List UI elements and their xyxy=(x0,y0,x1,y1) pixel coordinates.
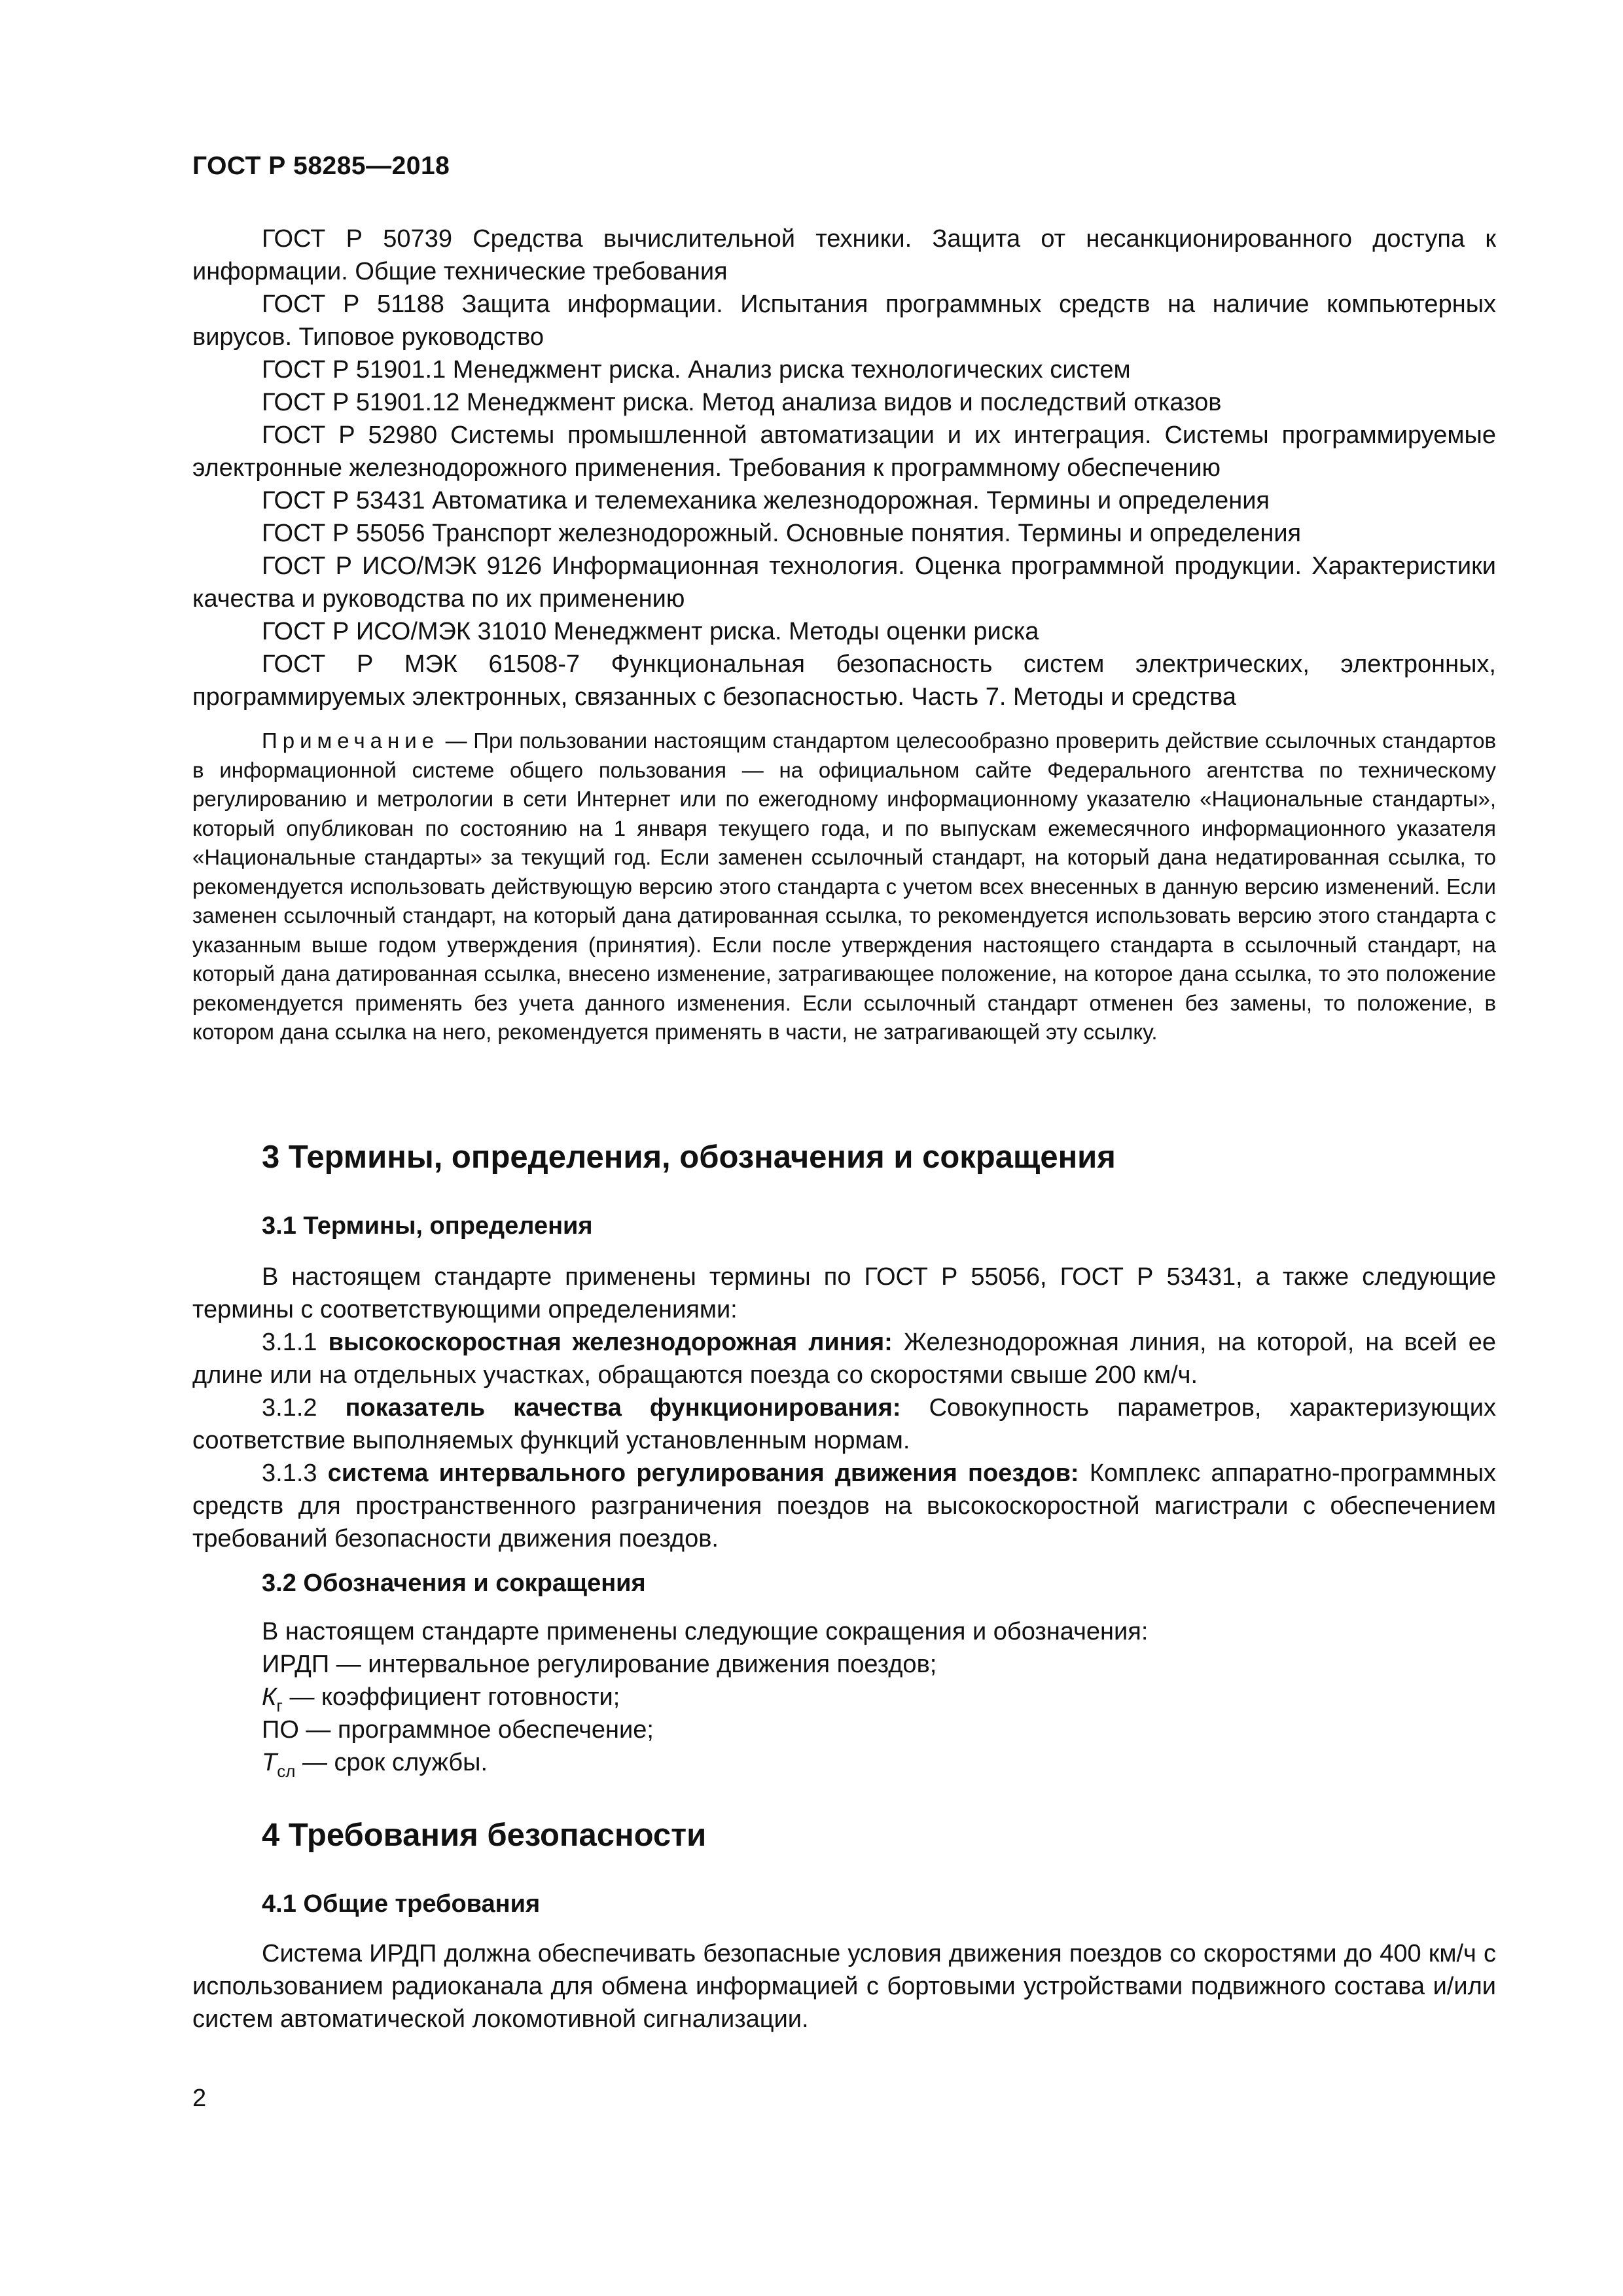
abbr-symbol: ИРДП xyxy=(262,1651,330,1678)
reference-item: ГОСТ Р 50739 Средства вычислительной техники. Защита от несанкционированного доступа к информации. Общие технические требования xyxy=(192,225,1496,285)
term-number: 3.1.1 xyxy=(262,1329,317,1356)
subsection-3-1-intro: В настоящем стандарте применены термины по ГОСТ Р 55056, ГОСТ Р 53431, а также следующие термины с соответствующими определениями: xyxy=(192,1263,1496,1323)
reference-item: ГОСТ Р 51188 Защита информации. Испытания программных средств на наличие компьютерных вирусов. Типовое руководство xyxy=(192,291,1496,351)
term-def: Совокупность параметров, характеризующих соответствие выполняемых функций установленным нормам. xyxy=(192,1394,1496,1454)
abbr-text: — интервальное регулирование движения поездов; xyxy=(329,1651,937,1678)
subsection-3-2-title: 3.2 Обозначения и сокращения xyxy=(262,1570,646,1597)
abbr-symbol: К xyxy=(262,1683,277,1711)
reference-item: ГОСТ Р МЭК 61508-7 Функциональная безопасность систем электрических, электронных, программируемых электронных, связанных с безопасностью. Часть 7. Методы и средства xyxy=(192,651,1496,711)
abbr-text: — коэффициент готовности; xyxy=(282,1683,620,1711)
reference-item: ГОСТ Р 51901.12 Менеджмент риска. Метод анализа видов и последствий отказов xyxy=(262,389,1222,416)
document-header: ГОСТ Р 58285—2018 xyxy=(192,152,450,180)
abbr-text: — программное обеспечение; xyxy=(298,1716,654,1744)
abbr-symbol: ПО xyxy=(262,1716,299,1744)
abbr-text: — срок службы. xyxy=(295,1749,488,1776)
reference-item: ГОСТ Р 55056 Транспорт железнодорожный. Основные понятия. Термины и определения xyxy=(262,520,1302,547)
note-label: Примечание xyxy=(262,728,440,753)
term-name: показатель качества функционирования: xyxy=(345,1394,901,1422)
term-def: Железнодорожная линия, на которой, на всей ее длине или на отдельных участках, обращаются поезда со скоростями свыше 200 км/ч. xyxy=(192,1329,1496,1389)
reference-item: ГОСТ Р ИСО/МЭК 31010 Менеджмент риска. Методы оценки риска xyxy=(262,618,1039,645)
abbreviation-item xyxy=(262,1681,620,1713)
abbr-symbol: Т xyxy=(262,1749,277,1776)
subsection-3-2-intro: В настоящем стандарте применены следующие сокращения и обозначения: xyxy=(262,1618,1149,1645)
abbr-subscript: сл xyxy=(277,1761,296,1781)
term-number: 3.1.2 xyxy=(262,1394,317,1422)
section-4-title: 4 Требования безопасности xyxy=(262,1818,707,1853)
abbreviation-item xyxy=(262,1746,488,1779)
subsection-4-1-title: 4.1 Общие требования xyxy=(262,1890,541,1918)
term-definition xyxy=(192,1326,1496,1391)
note-paragraph xyxy=(192,726,1496,1047)
page-number: 2 xyxy=(192,2085,207,2112)
term-definition xyxy=(192,1391,1496,1457)
term-number: 3.1.3 xyxy=(262,1460,317,1487)
term-name: система интервального регулирования движения поездов: xyxy=(327,1460,1079,1487)
abbreviation-item xyxy=(262,1713,654,1746)
term-def: Комплекс аппаратно-программных средств для пространственного разграничения поездов на высокоскоростной магистрали с обеспечением требований безопасности движения поездов. xyxy=(192,1460,1497,1552)
reference-item: ГОСТ Р 51901.1 Менеджмент риска. Анализ риска технологических систем xyxy=(262,356,1131,384)
abbreviation-item xyxy=(262,1648,936,1681)
subsection-4-1-text: Система ИРДП должна обеспечивать безопасные условия движения поездов со скоростями до 400 км/ч с использованием радиоканала для обмена информацией с бортовыми устройствами подвижного состава и/или систем автоматической локомотивной сигнализации. xyxy=(192,1940,1496,2033)
subsection-3-1-title: 3.1 Термины, определения xyxy=(262,1212,593,1240)
reference-item: ГОСТ Р 53431 Автоматика и телемеханика железнодорожная. Термины и определения xyxy=(262,487,1270,514)
term-name: высокоскоростная железнодорожная линия: xyxy=(328,1329,893,1356)
reference-item: ГОСТ Р 52980 Системы промышленной автоматизации и их интеграция. Системы программируемые электронные железнодорожного применения. Требования к программному обеспечению xyxy=(192,422,1496,482)
note-text: — При пользовании настоящим стандартом целесообразно проверить действие ссылочных стандартов в информационной системе общего пользования — на официальном сайте Федерального агентства по техническому регулированию и метрологии в сети Интернет или по ежегодному информационному указателю «Национальные стандарты», который опубликован по состоянию на 1 января текущего года, и по выпускам ежемесячного информационного указателя «Национальные стандарты» за текущий год. Если заменен ссылочный стандарт, на который дана недатированная ссылка, то рекомендуется использовать действующую версию этого стандарта с учетом всех внесенных в данную версию изменений. Если заменен ссылочный стандарт, на который дана датированная ссылка, то рекомендуется использовать версию этого стандарта с указанным выше годом утверждения (принятия). Если после утверждения настоящего стандарта в ссылочный стандарт, на который дана датированная ссылка, внесено изменение, затрагивающее положение, на которое дана ссылка, то это положение рекомендуется применять без учета данного изменения. Если ссылочный стандарт отменен без замены, то положение, в котором дана ссылка на него, рекомендуется применять в части, не затрагивающей эту ссылку. xyxy=(192,728,1496,1044)
section-3-title: 3 Термины, определения, обозначения и сокращения xyxy=(262,1139,1116,1175)
reference-item: ГОСТ Р ИСО/МЭК 9126 Информационная технология. Оценка программной продукции. Характеристики качества и руководства по их применению xyxy=(192,552,1496,613)
term-definition xyxy=(192,1457,1496,1555)
abbr-subscript: г xyxy=(276,1696,283,1715)
